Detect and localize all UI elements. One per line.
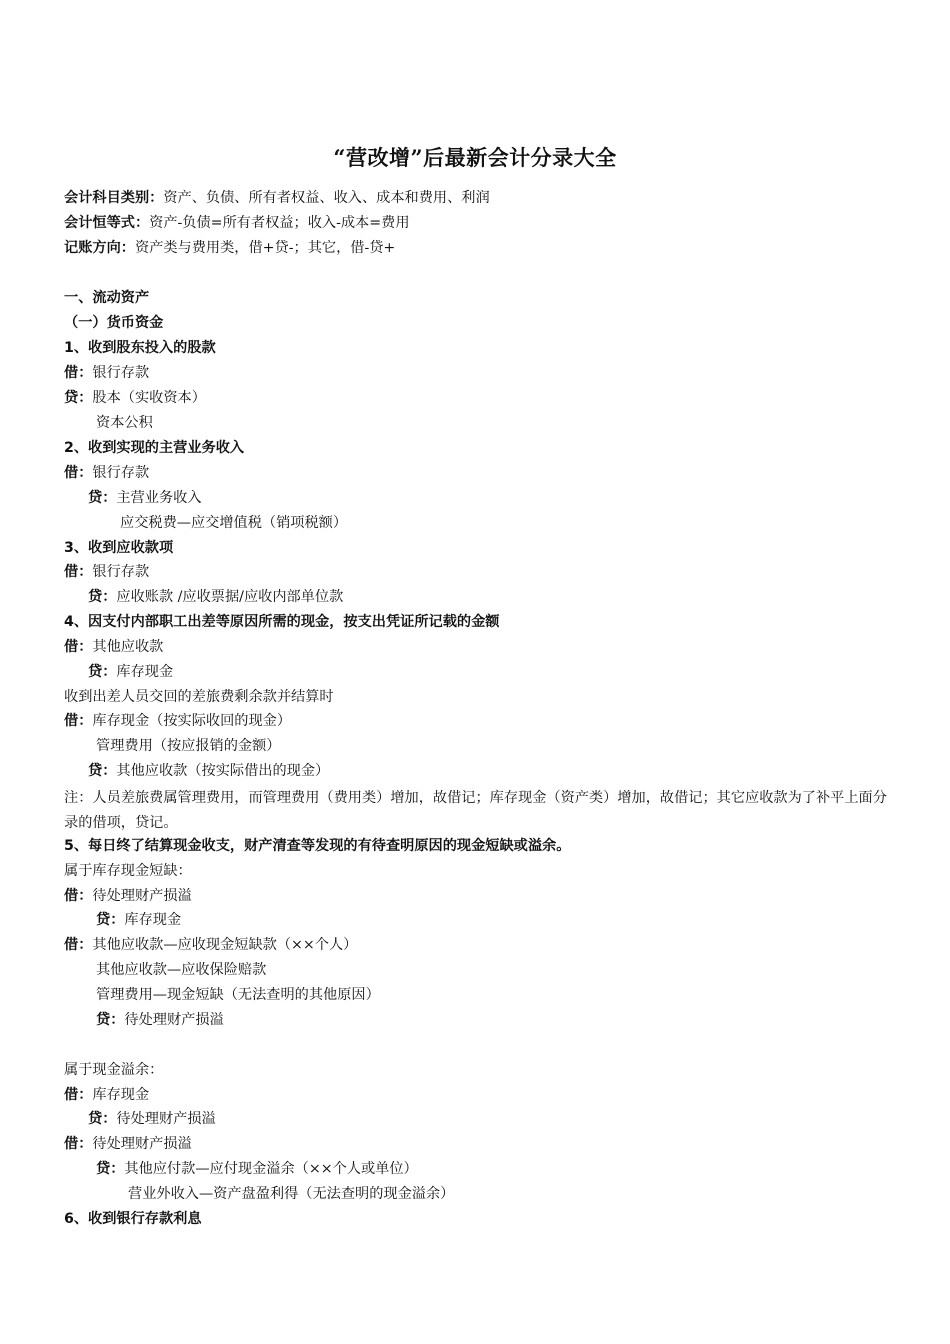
credit-line	[64, 388, 206, 408]
debit-label: 借：	[64, 639, 93, 655]
account: 应收账款 /应收票据/应收内部单位款	[116, 589, 344, 605]
credit-line	[96, 1010, 224, 1030]
account: 银行存款	[92, 465, 150, 481]
account: 银行存款	[92, 365, 150, 381]
debit-line	[64, 562, 149, 582]
entry-heading-6: 6、收到银行存款利息	[64, 1211, 202, 1227]
intro-label: 记账方向：	[64, 240, 135, 256]
credit-label: 贷：	[88, 763, 117, 779]
intro-label: 会计恒等式：	[64, 215, 150, 231]
plain-text: 属于现金溢余：	[64, 1062, 164, 1078]
debit-line	[64, 935, 357, 955]
credit-line	[88, 587, 343, 607]
entry-heading-4: 4、因支付内部职工出差等原因所需的现金，按支出凭证所记载的金额	[64, 614, 500, 630]
account: 股本（实收资本）	[92, 390, 206, 406]
debit-line	[64, 711, 291, 731]
entry-heading-3: 3、收到应收款项	[64, 540, 174, 556]
account: 其他应收款	[92, 639, 164, 655]
intro-label: 会计科目类别：	[64, 190, 164, 206]
account: 库存现金	[116, 664, 174, 680]
credit-label: 贷：	[96, 912, 125, 928]
credit-label: 贷：	[88, 664, 117, 680]
account: 待处理财产损溢	[116, 1111, 216, 1127]
debit-label: 借：	[64, 888, 93, 904]
credit-label: 贷：	[96, 1161, 125, 1177]
entry-heading-1: 1、收到股东投入的股款	[64, 340, 216, 356]
debit-label: 借：	[64, 365, 93, 381]
account: 待处理财产损溢	[92, 888, 192, 904]
credit-line	[88, 1109, 216, 1129]
debit-line-cont: 管理费用—现金短缺（无法查明的其他原因）	[96, 987, 380, 1003]
account: 其他应收款—应收现金短缺款（××个人）	[92, 937, 358, 953]
note-paragraph: 注：人员差旅费属管理费用，而管理费用（费用类）增加，故借记；库存现金（资产类）增加，故借记；其它应收款为了补平上面分录的借项，贷记。	[64, 790, 887, 831]
debit-line	[64, 637, 163, 657]
credit-line	[88, 761, 329, 781]
debit-line	[64, 1085, 149, 1105]
account: 库存现金（按实际收回的现金）	[92, 713, 292, 729]
credit-line	[96, 1159, 418, 1179]
account: 银行存款	[92, 564, 150, 580]
debit-label: 借：	[64, 465, 93, 481]
credit-line	[88, 488, 202, 508]
debit-line	[64, 1134, 192, 1154]
debit-line	[64, 463, 149, 483]
debit-label: 借：	[64, 1136, 93, 1152]
account: 待处理财产损溢	[92, 1136, 192, 1152]
intro-line-equation	[64, 213, 410, 233]
intro-line-direction	[64, 238, 395, 258]
account: 库存现金	[124, 912, 182, 928]
credit-label: 贷：	[88, 589, 117, 605]
credit-line	[88, 662, 173, 682]
subsection-heading: （一）货币资金	[64, 315, 164, 331]
debit-line-cont: 管理费用（按应报销的金额）	[96, 738, 281, 754]
account: 其他应收款（按实际借出的现金）	[116, 763, 330, 779]
credit-label: 贷：	[88, 1111, 117, 1127]
account: 库存现金	[92, 1087, 150, 1103]
credit-label: 贷：	[64, 390, 93, 406]
plain-text: 属于库存现金短缺：	[64, 863, 192, 879]
intro-line-categories	[64, 188, 490, 208]
debit-line-cont: 其他应收款—应收保险赔款	[96, 962, 267, 978]
document-title: “营改增”后最新会计分录大全	[333, 145, 617, 170]
debit-label: 借：	[64, 1087, 93, 1103]
intro-text: 资产、负债、所有者权益、收入、成本和费用、利润	[163, 190, 490, 206]
intro-text: 资产-负债=所有者权益；收入-成本=费用	[149, 215, 410, 231]
plain-text: 收到出差人员交回的差旅费剩余款并结算时	[64, 689, 334, 705]
debit-line	[64, 886, 192, 906]
debit-label: 借：	[64, 564, 93, 580]
credit-line-cont: 应交税费—应交增值税（销项税额）	[120, 515, 348, 531]
account: 待处理财产损溢	[124, 1012, 224, 1028]
section-heading: 一、流动资产	[64, 290, 150, 306]
credit-line-cont: 资本公积	[96, 415, 153, 431]
debit-label: 借：	[64, 937, 93, 953]
account: 主营业务收入	[116, 490, 202, 506]
credit-label: 贷：	[88, 490, 117, 506]
intro-text: 资产类与费用类，借+贷-；其它，借-贷+	[134, 240, 396, 256]
credit-line-cont: 营业外收入—资产盘盈利得（无法查明的现金溢余）	[128, 1186, 455, 1202]
credit-line	[96, 910, 181, 930]
debit-line	[64, 363, 149, 383]
account: 其他应付款—应付现金溢余（××个人或单位）	[124, 1161, 418, 1177]
entry-heading-5: 5、每日终了结算现金收支，财产清查等发现的有待查明原因的现金短缺或溢余。	[64, 838, 571, 854]
credit-label: 贷：	[96, 1012, 125, 1028]
debit-label: 借：	[64, 713, 93, 729]
entry-heading-2: 2、收到实现的主营业务收入	[64, 440, 245, 456]
